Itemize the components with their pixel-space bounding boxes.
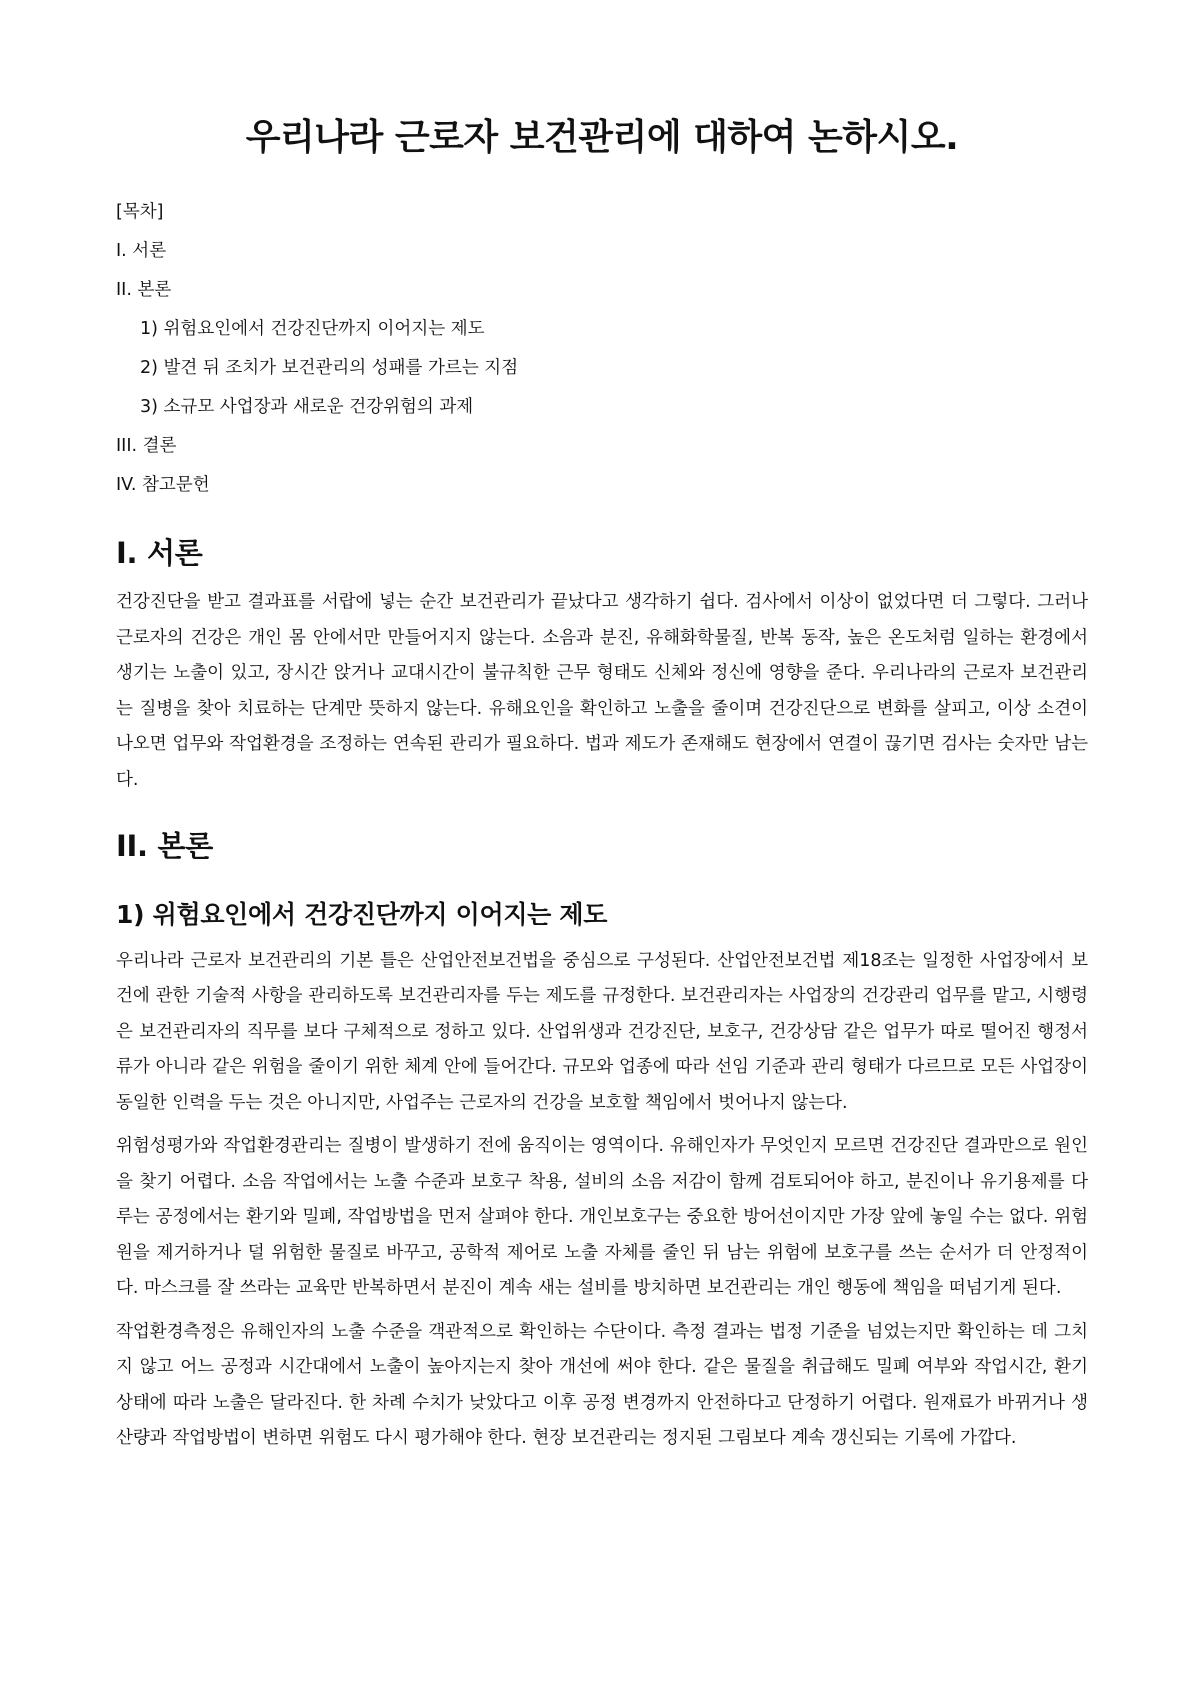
- subsection-1-heading: 1) 위험요인에서 건강진단까지 이어지는 제도: [116, 899, 608, 929]
- document-title: 우리나라 근로자 보건관리에 대하여 논하시오.: [245, 117, 959, 158]
- toc-subitem-3: 3) 소규모 사업장과 새로운 건강위험의 과제: [140, 397, 474, 418]
- subsection-1-paragraph-2: 위험성평가와 작업환경관리는 질병이 발생하기 전에 움직이는 영역이다. 유해인자가 무엇인지 모르면 건강진단 결과만으로 원인을 찾기 어렵다. 소음 작업에서는 노출 수준과 보호구 착용, 설비의 소음 저감이 함께 검토되어야 하고, 분진이나 유기용제를 다루는 공정에서는 환기와 밀폐, 작업방법을 먼저 살펴야 한다. 개인보호구는 중요한 방어선이지만 가장 앞에 놓일 수는 없다. 위험원을 제거하거나 덜 위험한 물질로 바꾸고, 공학적 제어로 노출 자체를 줄인 뒤 남는 위험에 보호구를 쓰는 순서가 더 안정적이다. 마스크를 잘 쓰라는 교육만 반복하면서 분진이 계속 새는 설비를 방치하면 보건관리는 개인 행동에 책임을 떠넘기게 된다.: [116, 1136, 1088, 1299]
- toc-item-conclusion: III. 결론: [116, 436, 177, 457]
- toc-item-references: IV. 참고문헌: [116, 475, 210, 496]
- table-of-contents: [116, 193, 1088, 505]
- toc-label: [목차]: [116, 202, 164, 223]
- toc-subitem-1: 1) 위험요인에서 건강진단까지 이어지는 제도: [140, 319, 485, 340]
- subsection-1-paragraph-1: 우리나라 근로자 보건관리의 기본 틀은 산업안전보건법을 중심으로 구성된다. 산업안전보건법 제18조는 일정한 사업장에서 보건에 관한 기술적 사항을 관리하도록 보건관리자를 두는 제도를 규정한다. 보건관리자는 사업장의 건강관리 업무를 맡고, 시행령은 보건관리자의 직무를 보다 구체적으로 정하고 있다. 산업위생과 건강진단, 보호구, 건강상담 같은 업무가 따로 떨어진 행정서류가 아니라 같은 위험을 줄이기 위한 체계 안에 들어간다. 규모와 업종에 따라 선임 기준과 관리 형태가 다르므로 모든 사업장이 동일한 인력을 두는 것은 아니지만, 사업주는 근로자의 건강을 보호할 책임에서 벗어나지 않는다.: [116, 950, 1088, 1113]
- body-section: [116, 828, 1088, 1457]
- intro-section: [116, 535, 1088, 798]
- toc-item-body: II. 본론: [116, 280, 172, 301]
- body-heading: II. 본론: [116, 829, 213, 864]
- toc-subitem-2: 2) 발견 뒤 조치가 보건관리의 성패를 가르는 지점: [140, 358, 519, 379]
- intro-heading: I. 서론: [116, 536, 203, 571]
- intro-paragraph: 건강진단을 받고 결과표를 서랍에 넣는 순간 보건관리가 끝났다고 생각하기 쉽다. 검사에서 이상이 없었다면 더 그렇다. 그러나 근로자의 건강은 개인 몸 안에서만 만들어지지 않는다. 소음과 분진, 유해화학물질, 반복 동작, 높은 온도처럼 일하는 환경에서 생기는 노출이 있고, 장시간 앉거나 교대시간이 불규칙한 근무 형태도 신체와 정신에 영향을 준다. 우리나라의 근로자 보건관리는 질병을 찾아 치료하는 단계만 뜻하지 않는다. 유해요인을 확인하고 노출을 줄이며 건강진단으로 변화를 살피고, 이상 소견이 나오면 업무와 작업환경을 조정하는 연속된 관리가 필요하다. 법과 제도가 존재해도 현장에서 연결이 끊기면 검사는 숫자만 남는다.: [116, 592, 1088, 790]
- toc-item-intro: I. 서론: [116, 241, 167, 262]
- subsection-1-paragraph-3: 작업환경측정은 유해인자의 노출 수준을 객관적으로 확인하는 수단이다. 측정 결과는 법정 기준을 넘었는지만 확인하는 데 그치지 않고 어느 공정과 시간대에서 노출이 높아지는지 찾아 개선에 써야 한다. 같은 물질을 취급해도 밀폐 여부와 작업시간, 환기 상태에 따라 노출은 달라진다. 한 차례 수치가 낮았다고 이후 공정 변경까지 안전하다고 단정하기 어렵다. 원재료가 바뀌거나 생산량과 작업방법이 변하면 위험도 다시 평가해야 한다. 현장 보건관리는 정지된 그림보다 계속 갱신되는 기록에 가깝다.: [116, 1321, 1088, 1449]
